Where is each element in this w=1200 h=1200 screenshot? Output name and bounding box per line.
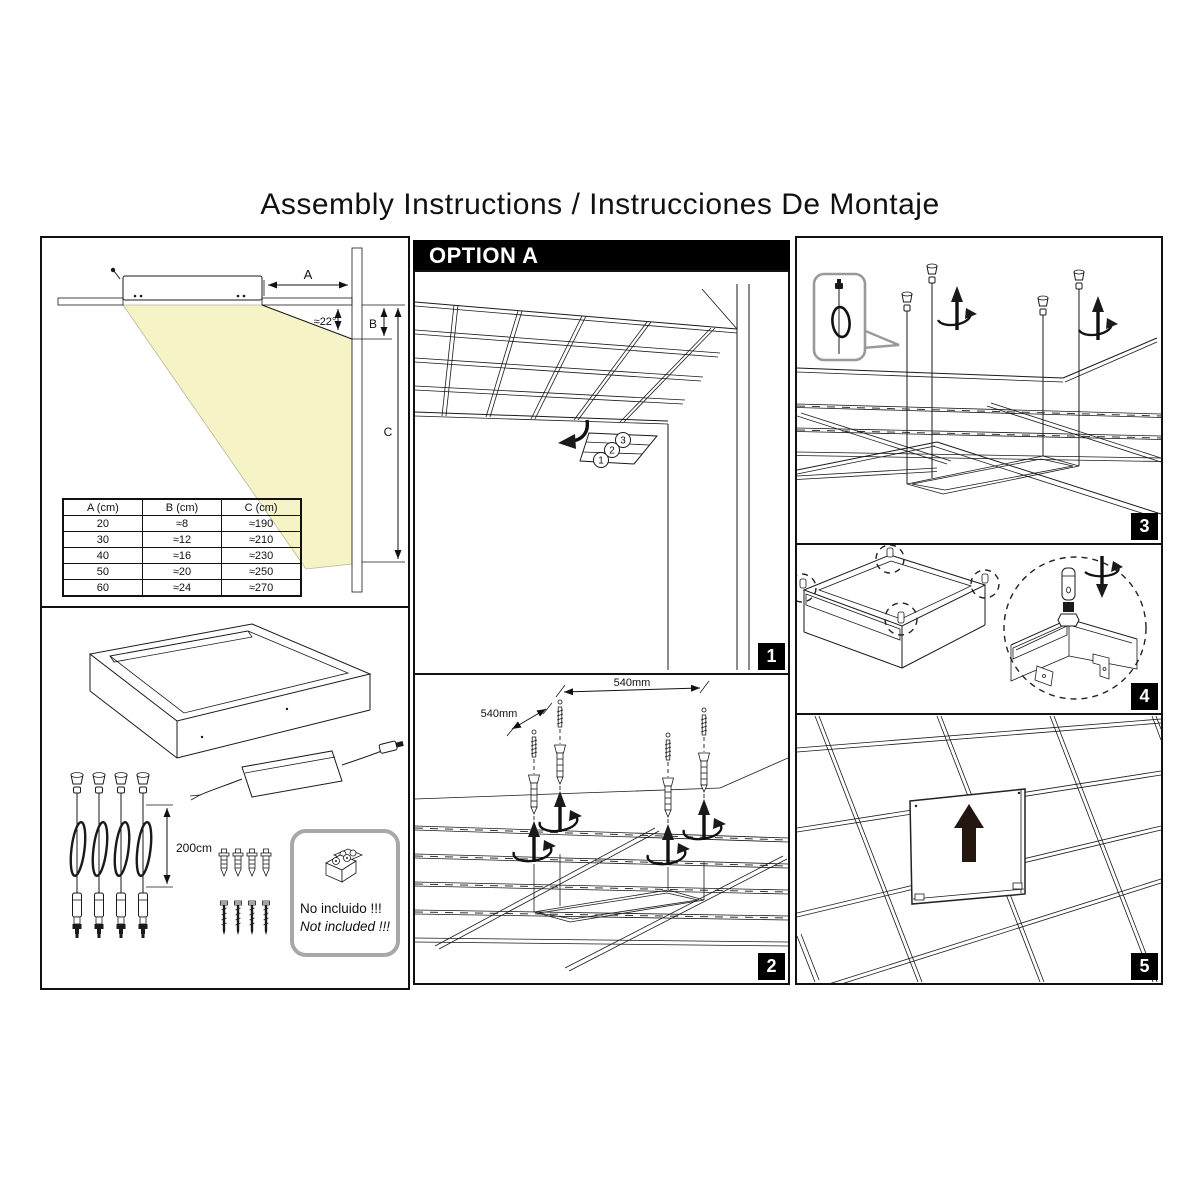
anchor-column	[540, 700, 582, 832]
hanging-wire	[1038, 296, 1048, 456]
step-badge-3: 3	[1131, 513, 1158, 540]
anchor-column	[514, 730, 556, 862]
step-badge-5: 5	[1131, 953, 1158, 980]
cable-length-dimension	[146, 805, 212, 887]
corner-stud	[800, 579, 806, 588]
suspended-grid	[415, 826, 788, 971]
suspended-grid	[797, 403, 1161, 518]
corner-stud	[898, 612, 904, 623]
option-a-header	[413, 240, 790, 271]
svg-text:≈22°: ≈22°	[313, 316, 337, 328]
step2-panel	[413, 675, 790, 985]
table-cell: ≈8	[142, 516, 221, 532]
stud-detail-magnifier	[1004, 556, 1146, 699]
table-row	[63, 516, 301, 532]
table-row	[63, 564, 301, 580]
table-row	[63, 580, 301, 597]
svg-text:B: B	[368, 317, 378, 331]
suspension-cable	[68, 773, 87, 938]
table-cell: ≈210	[222, 532, 301, 548]
stud-assembly	[1058, 568, 1079, 626]
suspension-cable	[90, 773, 109, 938]
svg-text:C: C	[383, 425, 393, 439]
led-driver	[190, 739, 404, 800]
room-corner	[668, 284, 749, 670]
table-cell: ≈270	[222, 580, 301, 597]
table-cell: 50	[63, 564, 142, 580]
distance-table	[62, 498, 302, 597]
table-row	[63, 532, 301, 548]
beam-diagram-panel	[40, 236, 410, 608]
table-header: B (cm)	[142, 499, 221, 516]
step5-panel	[795, 715, 1163, 985]
step4-panel	[795, 545, 1163, 715]
angle-annotation	[314, 309, 338, 330]
removal-arrow	[558, 420, 587, 449]
note-es: No incluido !!!	[300, 901, 382, 916]
svg-text:540mm: 540mm	[613, 677, 651, 689]
ceiling-grid	[415, 302, 737, 424]
step1-panel	[413, 270, 790, 675]
dimension-c	[362, 308, 405, 562]
step1-diagram	[415, 272, 788, 673]
dc-plug	[379, 739, 404, 754]
page-title: Assembly Instructions / Instrucciones De Montaje	[260, 188, 940, 221]
corner-stud	[887, 548, 893, 557]
svg-text:3: 3	[620, 435, 626, 447]
table-cell: ≈250	[222, 564, 301, 580]
note-en: Not included !!!	[300, 919, 391, 934]
dimension-b	[352, 305, 405, 339]
step-badge-1: 1	[758, 643, 785, 670]
anchor-column	[684, 708, 726, 840]
table-cell: ≈16	[142, 548, 221, 564]
rotate-arrow	[1085, 556, 1123, 598]
table-cell: 30	[63, 532, 142, 548]
wall-anchors	[219, 849, 271, 876]
step4-diagram	[797, 545, 1161, 713]
table-cell: ≈24	[142, 580, 221, 597]
step-badge-4: 4	[1131, 683, 1158, 710]
corner-stud	[982, 574, 988, 583]
wire-loop-callout	[814, 274, 899, 360]
svg-text:540mm: 540mm	[480, 708, 518, 720]
anchor-column	[648, 733, 690, 865]
table-cell: 60	[63, 580, 142, 597]
step-badge-2: 2	[758, 953, 785, 980]
table-header: A (cm)	[63, 499, 142, 516]
option-a-label: OPTION A	[429, 242, 539, 268]
svg-text:A: A	[303, 267, 313, 282]
not-included-box	[292, 831, 398, 955]
suspension-cable	[112, 773, 131, 938]
screws	[221, 901, 270, 935]
panel-light-frame	[90, 624, 370, 758]
parts-panel	[40, 608, 410, 990]
table-cell: ≈12	[142, 532, 221, 548]
step3-panel	[795, 236, 1163, 545]
step5-diagram	[797, 715, 1161, 983]
svg-text:2: 2	[609, 445, 615, 457]
step2-diagram	[415, 675, 788, 983]
circled-number-1	[594, 453, 609, 468]
table-header: C (cm)	[222, 499, 301, 516]
table-row	[63, 548, 301, 564]
parts-diagram	[42, 608, 408, 988]
table-cell: ≈230	[222, 548, 301, 564]
table-cell: 20	[63, 516, 142, 532]
step3-diagram	[797, 238, 1161, 543]
recessed-light-fixture	[111, 268, 262, 300]
hanging-wire	[927, 264, 937, 478]
hanging-wire	[902, 292, 912, 484]
suspension-cable	[134, 773, 153, 938]
rotate-arrow	[1079, 296, 1118, 340]
table-cell: ≈190	[222, 516, 301, 532]
svg-text:1: 1	[598, 455, 604, 467]
panel-with-studs	[797, 545, 999, 668]
dimension-a	[264, 267, 348, 296]
svg-text:200cm: 200cm	[176, 841, 213, 855]
ceiling-slab-edge	[415, 758, 788, 799]
wall-section	[352, 248, 362, 592]
dimension-540-diagonal	[481, 703, 552, 736]
table-cell: ≈20	[142, 564, 221, 580]
dimension-540-horizontal	[556, 677, 709, 697]
table-cell: 40	[63, 548, 142, 564]
rotate-arrow	[938, 286, 977, 330]
